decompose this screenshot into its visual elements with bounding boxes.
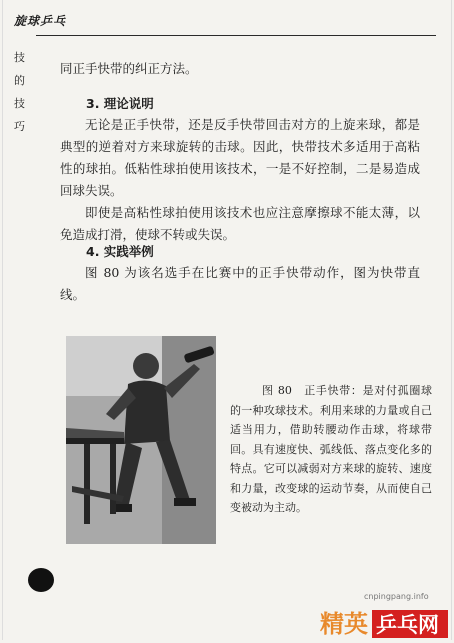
player-photo <box>66 336 216 544</box>
header-rule <box>36 35 436 36</box>
watermark-url: cnpingpang.info <box>364 592 429 601</box>
page-number-badge <box>28 568 54 592</box>
page-frame <box>2 0 452 640</box>
svg-text:精英: 精英 <box>320 610 368 638</box>
svg-text:乒乓网: 乒乓网 <box>376 613 439 637</box>
section-4-paragraph-1: 图 80 为该名选手在比赛中的正手快带动作，图为快带直线。 <box>60 265 420 302</box>
figure-caption: 图 80 正手快带：是对付孤圈球的一种攻球技术。利用来球的力量或自己适当用力，借助转腰动作击球，将球带回。具有速度快、弧线低、落点变化多的特点。它可以减弱对方来球的旋转、速度和力量，改变球的运动节奏，从而使自己变被动为主动。 <box>230 384 432 514</box>
watermark-logo <box>314 602 450 640</box>
section-3-paragraph-2: 即使是高粘性球拍使用该技术也应注意摩擦球不能太薄，以免造成打滑，使球不转或失误。 <box>60 205 420 242</box>
intro-paragraph: 同正手快带的纠正方法。 <box>60 61 198 76</box>
section-3-heading: 3. 理论说明 <box>86 96 154 111</box>
running-header-title: 旋球乒乓 <box>14 14 67 28</box>
forehand-player-image <box>66 336 216 544</box>
section-3-paragraph-1: 无论是正手快带，还是反手快带回击对方的上旋来球，都是典型的逆着对方来球旋转的击球。因此，快带技术多适用于高粘性的球拍。低粘性球拍使用该技术，一是不好控制，二是易造成回球失误。 <box>60 117 420 198</box>
side-vertical-text: 技的技巧 <box>14 51 25 133</box>
section-4-heading: 4. 实践举例 <box>86 244 154 259</box>
